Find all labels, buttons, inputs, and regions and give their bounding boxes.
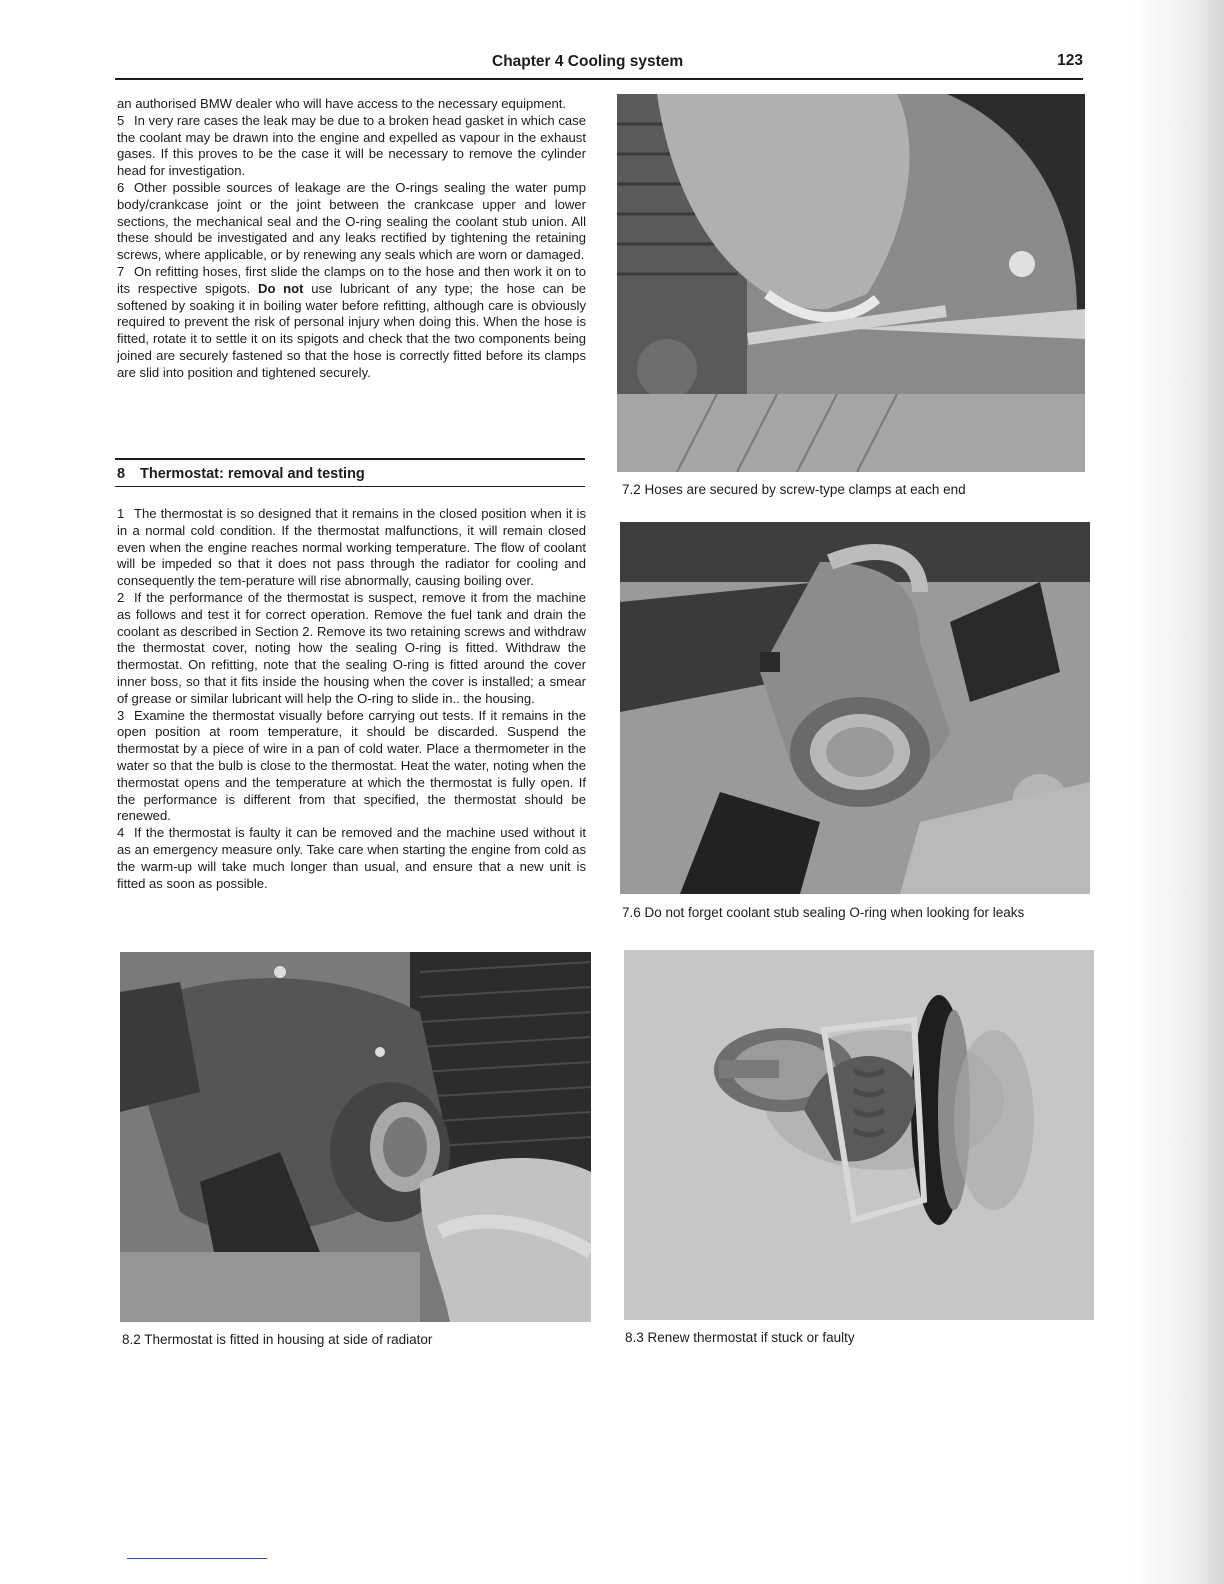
section-title: Thermostat: removal and testing (140, 466, 365, 482)
page-edge-shadow (1134, 0, 1224, 1584)
paragraph-text: If the thermostat is faulty it can be removed and the machine used without it as an emergency measure only. Take care when starting the engine from cold as the warm-up will take much longer than usual, and ensure that a new unit is fitted as soon as possible. (117, 825, 586, 891)
page-number: 123 (1057, 52, 1083, 69)
section-number: 8 (117, 466, 126, 482)
paragraph-number: 7 (117, 263, 125, 279)
section-heading (115, 458, 585, 487)
photo-coolant-stub-image (620, 522, 1090, 894)
footnote-rule (127, 1558, 267, 1559)
intro-continuation: an authorised BMW dealer who will have access to the necessary equipment. (117, 96, 567, 111)
paragraph-text-bold: Do not (257, 280, 304, 296)
intro-paragraph-7 (117, 264, 586, 382)
paragraph-number: 2 (117, 589, 125, 605)
intro-text-block (117, 96, 586, 382)
caption-7-6: 7.6 Do not forget coolant stub sealing O-ring when looking for leaks (622, 905, 1025, 920)
photo-thermostat-unit (624, 950, 1094, 1320)
caption-8-3: 8.3 Renew thermostat if stuck or faulty (625, 1330, 855, 1345)
caption-8-2: 8.2 Thermostat is fitted in housing at side of radiator (122, 1332, 433, 1347)
section-paragraph-3 (117, 708, 586, 826)
section-paragraph-4 (117, 825, 586, 892)
paragraph-text-before: On refitting hoses, first slide the clamps on to the hose and then work it on to its respective spigots. (117, 263, 586, 296)
paragraph-text: In very rare cases the leak may be due to a broken head gasket in which case the coolant may be drawn into the engine and expelled as vapour in the exhaust gases. If this proves to be the case it will be necessary to remove the cylinder head for investigation. (117, 112, 586, 179)
intro-paragraph-5 (117, 113, 586, 180)
section-paragraph-1 (117, 506, 586, 590)
section-paragraph-2 (117, 590, 586, 708)
paragraph-text: Examine the thermostat visually before carrying out tests. If it remains in the open position at room temperature, it should be discarded. Suspend the thermostat by a piece of wire in a pan of cold water. Place a thermometer in the water so that the bulb is close to the thermostat. Heat the water, noting when the thermostat opens and the temperature at which the thermostat is fully open. If the performance is different from that specified, the thermostat should be renewed. (117, 707, 586, 824)
paragraph-number: 6 (117, 179, 125, 195)
caption-7-2: 7.2 Hoses are secured by screw-type clamps at each end (622, 482, 966, 497)
paragraph-text: Other possible sources of leakage are the O-rings sealing the water pump body/crankcase joint or the joint between the crankcase upper and lower sections, the mechanical seal and the O-ring sealing the coolant stub union. All these should be investigated and any leaks rectified by tightening the retaining screws, where applicable, or by renewing any seals which are worn or damaged. (117, 179, 586, 263)
paragraph-text-after: use lubricant of any type; the hose can be softened by soaking it in boiling water before refitting, although care is obviously required to prevent the risk of personal injury when doing this. When the hose is fitted, rotate it to settle it on its spigots and check that the two components being joined are securely fastened so that the hose is correctly fitted before its clamps are slid into position and tightened securely. (117, 280, 587, 380)
photo-thermostat-housing-image (120, 952, 591, 1322)
photo-thermostat-unit-image (624, 950, 1094, 1320)
photo-hose-clamp (617, 94, 1085, 472)
chapter-title: Chapter 4 Cooling system (492, 53, 684, 70)
photo-coolant-stub (620, 522, 1090, 894)
photo-hose-clamp-image (617, 94, 1085, 472)
paragraph-number: 3 (117, 707, 125, 723)
paragraph-text: The thermostat is so designed that it remains in the closed position when it is in a normal cold condition. If the thermostat malfunctions, it will remain closed even when the engine reaches normal working temperature. The flow of coolant will be impeded so that it does not pass through the radiator for cooling and consequently the tem-perature will rise abnormally, causing boiling over. (117, 506, 586, 589)
paragraph-number: 4 (117, 825, 125, 841)
paragraph-number: 1 (117, 506, 125, 521)
header-rule (115, 78, 1083, 80)
paragraph-number: 5 (117, 112, 125, 128)
page-header (115, 52, 1083, 76)
intro-paragraph-6 (117, 180, 586, 264)
paragraph-text: If the performance of the thermostat is suspect, remove it from the machine as follows and test it for correct operation. Remove the fuel tank and drain the coolant as described in Section 2. Remove its two retaining screws and withdraw the thermostat cover, noting how the sealing O-ring is fitted. Withdraw the thermostat. On refitting, note that the sealing O-ring is fitted around the cover inner boss, so that it fits inside the housing when the cover is installed; a smear of grease or similar lubricant will help the O-ring to slide in.. the housing. (117, 589, 586, 706)
photo-thermostat-housing (120, 952, 591, 1322)
section-8-text-block (117, 506, 586, 892)
